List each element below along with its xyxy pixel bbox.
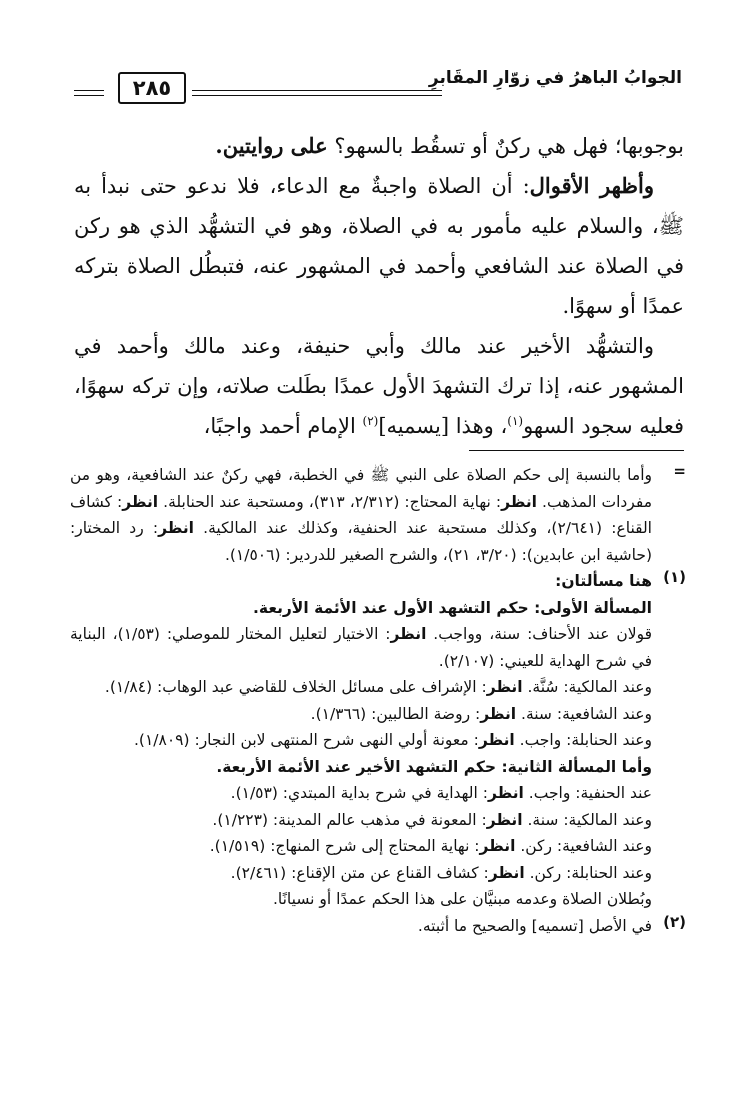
- footnote-continued: [70, 462, 686, 568]
- text-run-bold: على روايتين.: [215, 133, 328, 158]
- text-run: : الاختيار لتعليل المختار للموصلي: (١/٥٣)، البناية في شرح الهداية للعيني: (٢/١٠٧).: [70, 625, 652, 670]
- text-run: الإمام أحمد واجبًا،: [203, 414, 363, 438]
- footnote-line: [70, 807, 652, 834]
- text-run-bold: انظر: [486, 810, 523, 829]
- text-run: وعند المالكية: سنة.: [522, 810, 652, 829]
- running-title: الجوابُ الباهرُ في زوّارِ المقَابرِ: [428, 68, 682, 88]
- text-run: والتشهُّد الأخير عند مالك وأبي حنيفة، وعند مالك وأحمد في المشهور عنه، إذا ترك التشهدَ الأول عمدًا بطَلت صلاته، وإن تركه سهوًا، فعليه سجود السهو: [74, 334, 684, 438]
- footnotes: [70, 462, 686, 939]
- text-run-bold: انظر: [479, 837, 516, 855]
- footnote-line: [70, 727, 652, 754]
- text-run: بوجوبها؛ فهل هي ركنٌ أو تسقُط بالسهو؟: [327, 134, 684, 158]
- text-run-bold: انظر: [488, 863, 525, 882]
- footnote-1: [70, 568, 686, 913]
- text-run: وعند الشافعية: ركن.: [515, 837, 652, 855]
- footnote-subheading: المسألة الأولى: حكم التشهد الأول عند الأئمة الأربعة.: [253, 598, 652, 617]
- text-run: وعند الحنابلة: واجب.: [514, 731, 652, 749]
- text-run-bold: انظر: [501, 492, 537, 511]
- footnote-2: [70, 913, 686, 940]
- text-run: وعند الشافعية: سنة.: [516, 704, 652, 723]
- text-run: : معونة أولي النهى شرح المنتهى لابن النجار: (١/٨٠٩).: [133, 731, 479, 749]
- footnote-subheading: وأما المسألة الثانية: حكم التشهد الأخير عند الأئمة الأربعة.: [216, 757, 652, 776]
- text-run: : أن الصلاة واجبةٌ مع الدعاء، فلا ندعو حتى نبدأ به ﷺ، والسلام عليه مأمور به في الصلاة، وهو في التشهُّد الذي هو ركن في الصلاة عند الشافعي وأحمد في المشهور عنه، فتبطُل الصلاة بتركه عمدًا أو سهوًا.: [74, 174, 684, 318]
- text-run-bold: انظر: [390, 625, 427, 643]
- text-run: : الهداية في شرح بداية المبتدي: (١/٥٣).: [230, 784, 488, 802]
- header-rule: [192, 90, 442, 91]
- text-run: : روضة الطالبين: (١/٣٦٦).: [310, 704, 481, 723]
- text-run: : نهاية المحتاج إلى شرح المنهاج: (١/٥١٩).: [209, 837, 480, 855]
- footnote-line: [70, 833, 652, 860]
- continuation-mark: =: [673, 462, 686, 480]
- footnote-ref[interactable]: (٢): [362, 414, 379, 428]
- footnote-line: في الأصل [تسميه] والصحيح ما أثبته.: [417, 916, 652, 935]
- footnote-line: [70, 860, 652, 887]
- footnote-number: (١): [663, 568, 686, 586]
- text-run-bold: انظر: [488, 784, 524, 802]
- footnote-paragraph: [70, 462, 652, 568]
- footnote-number: (٢): [663, 912, 686, 931]
- text-run-bold: انظر: [122, 492, 159, 511]
- text-run-bold: انظر: [158, 519, 194, 537]
- text-run: : الإشراف على مسائل الخلاف للقاضي عبد الوهاب: (١/٨٤).: [104, 678, 487, 696]
- footnote-line: وبُطلان الصلاة وعدمه مبنيَّان على هذا الحكم عمدًا أو نسيانًا.: [272, 890, 652, 908]
- body-paragraph: [74, 126, 684, 166]
- page-number: ٢٨٥: [118, 72, 186, 104]
- header-rule: [74, 95, 104, 96]
- text-run: ، وهذا [يسميه]: [378, 414, 508, 438]
- header-rule: [74, 90, 104, 91]
- text-run-bold: انظر: [480, 704, 517, 723]
- text-run: قولان عند الأحناف: سنة، وواجب.: [426, 625, 652, 643]
- main-text: [74, 126, 684, 446]
- page-header: [74, 62, 682, 108]
- footnote-line: [70, 674, 652, 701]
- text-run: وعند الحنابلة: ركن.: [524, 863, 652, 882]
- text-run: عند الحنفية: واجب.: [523, 784, 652, 802]
- text-run: : نهاية المحتاج: (٢/٣١٢، ٣١٣)، ومستحبة عند الحنابلة.: [158, 492, 502, 511]
- text-run: : كشاف القناع عن متن الإقناع: (٢/٤٦١).: [230, 863, 489, 882]
- body-paragraph: [74, 326, 684, 446]
- text-run: وعند المالكية: سُنَّة.: [522, 678, 652, 696]
- footnote-line: [70, 780, 652, 807]
- footnote-ref[interactable]: (١): [507, 414, 524, 428]
- text-run-bold: انظر: [486, 678, 523, 696]
- footnote-heading: هنا مسألتان:: [555, 572, 652, 590]
- text-run: وأما بالنسبة إلى حكم الصلاة على النبي ﷺ في الخطبة، فهي ركنٌ عند الشافعية، وهو من مفردات المذهب.: [70, 466, 653, 511]
- text-run-bold: وأظهر الأقوال: [529, 173, 654, 198]
- footnote-separator: [469, 450, 684, 451]
- text-run: : المعونة في مذهب عالم المدينة: (١/٢٢٣).: [212, 810, 487, 829]
- text-run: : كشاف القناع: (٢/٦٤١)، وكذلك مستحبة عند الحنفية، وكذلك عند المالكية.: [70, 492, 652, 537]
- body-paragraph: [74, 166, 684, 326]
- footnote-line: [70, 621, 652, 674]
- text-run: : رد المختار: (حاشية ابن عابدين): (٣/٢٠، ٢١)، والشرح الصغير للدردير: (١/٥٠٦).: [70, 519, 652, 564]
- text-run-bold: انظر: [478, 731, 515, 749]
- footnote-line: [70, 701, 652, 728]
- header-rule: [192, 95, 442, 96]
